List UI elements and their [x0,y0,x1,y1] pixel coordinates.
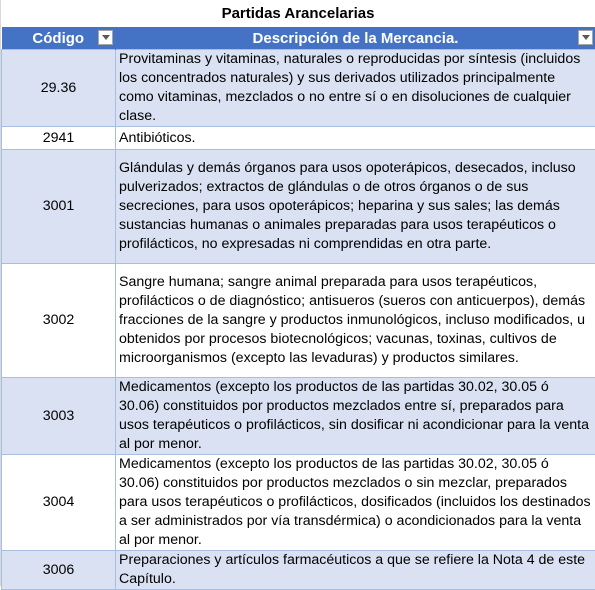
table-row [2,378,595,455]
cell-description[interactable]: Medicamentos (excepto los productos de las partidas 30.02, 30.05 ó 30.06) constituidos por productos mezclados o sin mezclar, preparados para usos terapéuticos o profilácticos, dosificados (incluidos los destinados a ser administrados por vía transdérmica) o acondicionados para la venta al por menor. [116,455,595,551]
cell-description[interactable]: Sangre humana; sangre animal preparada para usos terapéuticos, profilácticos o de diagnóstico; antisueros (sueros con anticuerpos), demás fracciones de la sangre y productos inmunológicos, incluso modificados, u obtenidos por procesos biotecnológicos; vacunas, toxinas, cultivos de microorganismos (excepto las levaduras) y productos similares. [116,264,595,378]
tariff-table [1,27,595,590]
dropdown-arrow-icon [582,35,590,40]
cell-description[interactable]: Preparaciones y artículos farmacéuticos a que se refiere la Nota 4 de este Capítulo. [116,551,595,590]
header-description [116,27,595,50]
cell-code[interactable]: 2941 [2,127,116,150]
table-row [2,264,595,378]
table-row [2,551,595,590]
table-row [2,50,595,127]
cell-code[interactable]: 3003 [2,378,116,455]
table-row [2,455,595,551]
table-row [2,127,595,150]
cell-code[interactable]: 3004 [2,455,116,551]
cell-description[interactable]: Medicamentos (excepto los productos de las partidas 30.02, 30.05 ó 30.06) constituidos por productos mezclados entre sí, preparados para usos terapéuticos o profilácticos, sin dosificar ni acondicionar para la venta al por menor. [116,378,595,455]
cell-code[interactable]: 29.36 [2,50,116,127]
cell-code[interactable]: 3001 [2,150,116,264]
filter-dropdown-description[interactable] [578,30,593,45]
header-row [2,27,595,50]
header-code-label: Código [32,30,84,47]
dropdown-arrow-icon [102,35,110,40]
cell-description[interactable]: Glándulas y demás órganos para usos opoterápicos, desecados, incluso pulverizados; extractos de glándulas o de otros órganos o de sus secreciones, para usos opoterápicos; heparina y sus sales; las demás sustancias humanas o animales preparadas para usos terapéuticos o profilácticos, no expresadas ni comprendidas en otra parte. [116,150,595,264]
header-code [2,27,116,50]
filter-dropdown-code[interactable] [98,30,113,45]
cell-description[interactable]: Antibióticos. [116,127,595,150]
table-row [2,150,595,264]
table-title: Partidas Arancelarias [1,0,595,27]
cell-code[interactable]: 3006 [2,551,116,590]
header-description-label: Descripción de la Mercancia. [253,30,459,47]
cell-description[interactable]: Provitaminas y vitaminas, naturales o reproducidas por síntesis (incluidos los concentrados naturales) y sus derivados utilizados principalmente como vitaminas, mezclados o no entre sí o en disoluciones de cualquier clase. [116,50,595,127]
cell-code[interactable]: 3002 [2,264,116,378]
